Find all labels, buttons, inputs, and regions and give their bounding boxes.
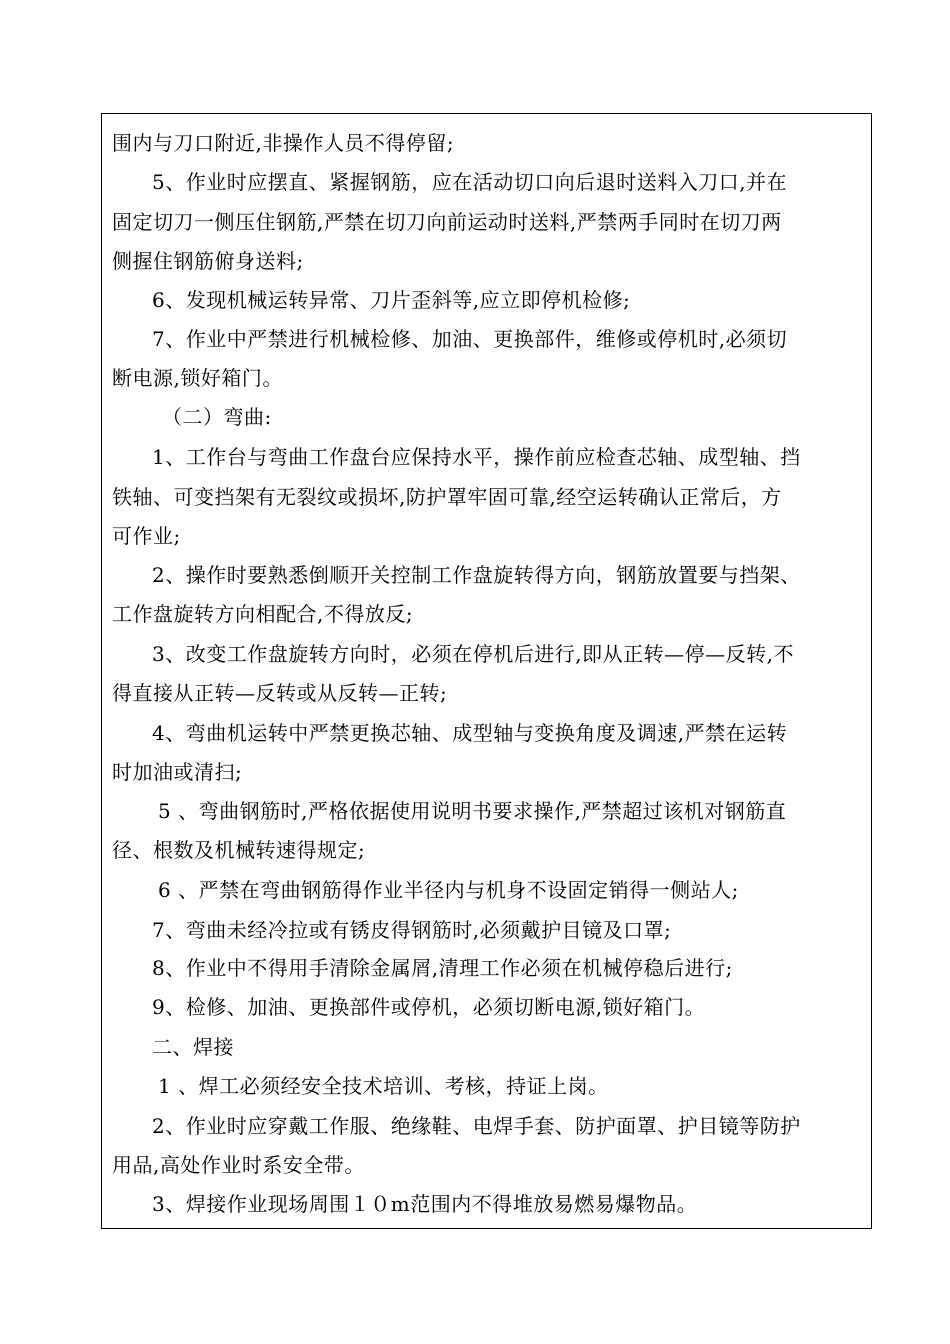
- text-line: 侧握住钢筋俯身送料;: [112, 249, 304, 273]
- text-line: 可作业;: [112, 524, 181, 548]
- text-line: 7、作业中严禁进行机械检修、加油、更换部件，维修或停机时,必须切: [152, 327, 788, 351]
- text-line: 1 、焊工必须经安全技术培训、考核，持证上岗。: [158, 1074, 609, 1098]
- text-line: 6 、严禁在弯曲钢筋得作业半径内与机身不设固定销得一侧站人;: [158, 878, 739, 902]
- text-line: 3、改变工作盘旋转方向时，必须在停机后进行,即从正转—停—反转,不: [152, 642, 794, 666]
- text-line: 7、弯曲未经冷拉或有锈皮得钢筋时,必须戴护目镜及口罩;: [152, 918, 672, 942]
- text-line: 固定切刀一侧压住钢筋,严禁在切刀向前运动时送料,严禁两手同时在切刀两: [112, 210, 782, 234]
- text-line: 断电源,锁好箱门。: [112, 366, 283, 390]
- text-line: 6、发现机械运转异常、刀片歪斜等,应立即停机检修;: [152, 288, 631, 312]
- text-line: 径、根数及机械转速得规定;: [112, 838, 366, 862]
- text-line: 4、弯曲机运转中严禁更换芯轴、成型轴与变换角度及调速,严禁在运转: [152, 721, 788, 745]
- text-line: 2、作业时应穿戴工作服、绝缘鞋、电焊手套、防护面罩、护目镜等防护: [152, 1114, 801, 1138]
- text-line: 围内与刀口附近,非操作人员不得停留;: [112, 131, 455, 155]
- text-line: 铁轴、可变挡架有无裂纹或损坏,防护罩牢固可靠,经空运转确认正常后，方: [112, 485, 782, 509]
- text-line: 得直接从正转—反转或从反转—正转;: [112, 681, 448, 705]
- text-line: 5 、弯曲钢筋时,严格依据使用说明书要求操作,严禁超过该机对钢筋直: [158, 799, 787, 823]
- section-heading: 二、焊接: [152, 1035, 234, 1059]
- section-heading: （二）弯曲:: [162, 405, 272, 429]
- text-line: 工作盘旋转方向相配合,不得放反;: [112, 602, 414, 626]
- text-line: 2、操作时要熟悉倒顺开关控制工作盘旋转得方向，钢筋放置要与挡架、: [152, 563, 801, 587]
- text-line: 用品,高处作业时系安全带。: [112, 1153, 365, 1177]
- text-line: 5、作业时应摆直、紧握钢筋，应在活动切口向后退时送料入刀口,并在: [152, 170, 788, 194]
- text-line: 8、作业中不得用手清除金属屑,清理工作必须在机械停稳后进行;: [152, 956, 733, 980]
- text-line: 9、检修、加油、更换部件或停机，必须切断电源,锁好箱门。: [152, 995, 706, 1019]
- text-line: 时加油或清扫;: [112, 760, 243, 784]
- text-line: 3、焊接作业现场周围１０m范围内不得堆放易燃易爆物品。: [152, 1192, 698, 1216]
- text-line: 1、工作台与弯曲工作盘台应保持水平，操作前应检查芯轴、成型轴、挡: [152, 445, 801, 469]
